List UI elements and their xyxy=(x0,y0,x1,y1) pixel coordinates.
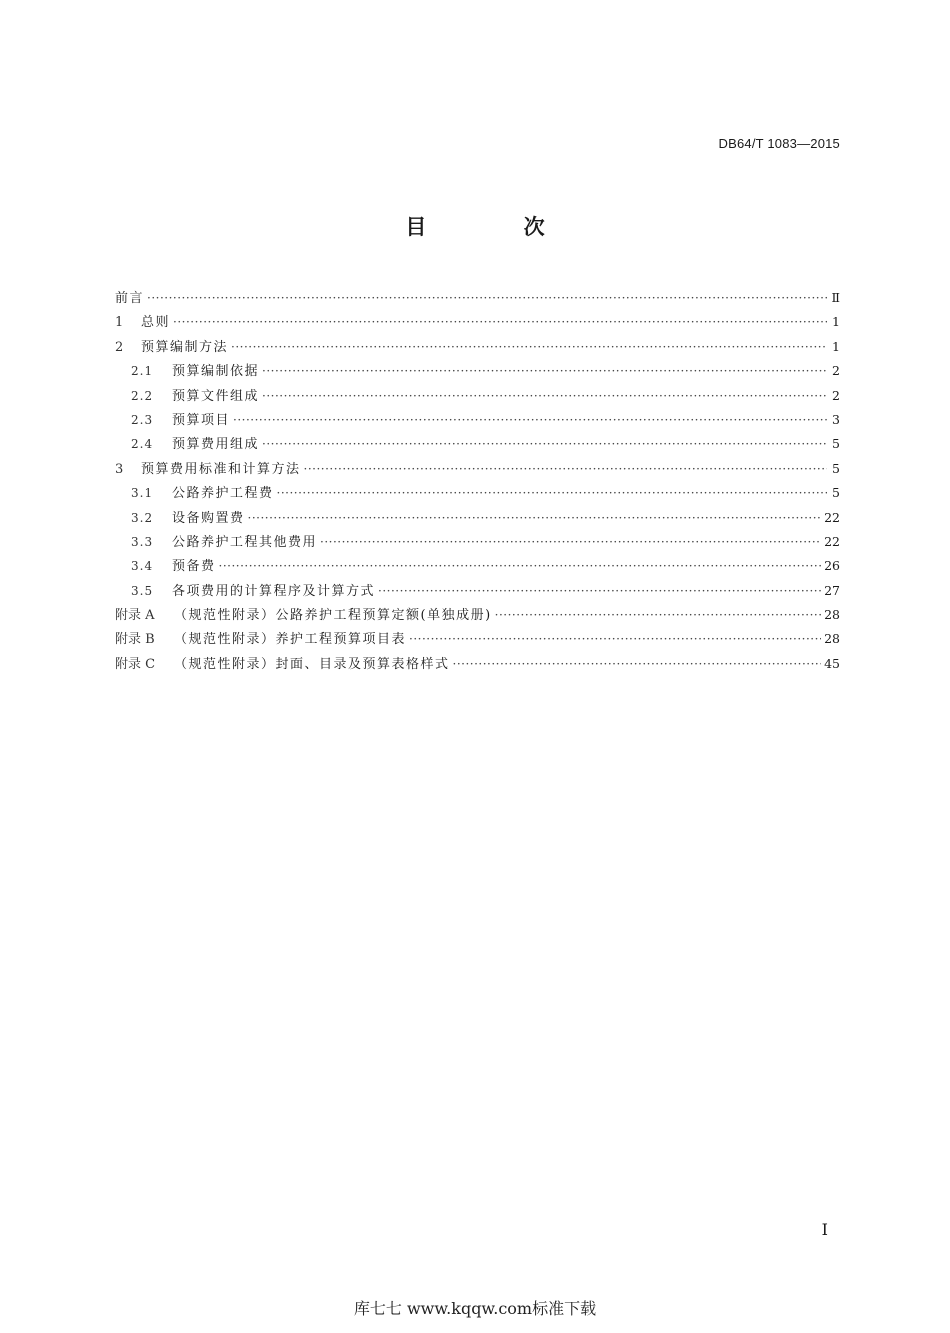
toc-entry-label: 各项费用的计算程序及计算方式 xyxy=(172,583,376,599)
toc-entry[interactable] xyxy=(115,507,840,531)
toc-entry-label: （规范性附录）公路养护工程预算定额(单独成册) xyxy=(174,608,492,624)
toc-dot-leader xyxy=(304,462,827,476)
toc-entry-number: 1 xyxy=(115,315,124,331)
toc-dot-leader xyxy=(147,291,827,305)
page-title: 目 次 xyxy=(405,215,590,239)
toc-dot-leader xyxy=(320,535,821,549)
toc-entry[interactable] xyxy=(115,385,840,409)
toc-dot-leader xyxy=(231,340,827,354)
toc-entry[interactable] xyxy=(115,555,840,579)
toc-entry[interactable] xyxy=(115,360,840,384)
toc-entry[interactable] xyxy=(115,458,840,482)
toc-dot-leader xyxy=(378,584,821,598)
toc-entry-number: 附录 A xyxy=(115,608,155,624)
toc-entry-page: 5 xyxy=(832,436,840,452)
toc-dot-leader xyxy=(262,389,827,403)
toc-entry[interactable] xyxy=(115,336,840,360)
toc-entry-page: 5 xyxy=(832,485,840,501)
toc-entry-number: 2.2 xyxy=(131,388,154,403)
toc-entry-number: 3.5 xyxy=(131,583,154,598)
toc-entry[interactable] xyxy=(115,433,840,457)
toc-entry-number: 3.3 xyxy=(131,534,154,549)
toc-entry-number: 2.1 xyxy=(131,364,154,379)
toc-entry-page: 26 xyxy=(824,558,840,574)
toc-entry-label: 预算编制依据 xyxy=(172,364,260,380)
toc-entry-page: 27 xyxy=(824,582,840,598)
toc-entry-page: 1 xyxy=(832,338,840,354)
toc-entry-number: 2.4 xyxy=(131,437,154,452)
toc-entry[interactable] xyxy=(115,531,840,555)
toc-entry-label: 预算费用标准和计算方法 xyxy=(141,461,301,477)
toc-entry-number: 3 xyxy=(115,461,124,477)
toc-entry-page: 28 xyxy=(824,607,840,623)
toc-entry-page: 22 xyxy=(824,509,840,525)
toc-entry-number: 2 xyxy=(115,339,124,355)
toc-dot-leader xyxy=(233,413,827,427)
toc-entry-label: （规范性附录）封面、目录及预算表格样式 xyxy=(174,656,450,672)
toc-entry-page: 45 xyxy=(824,655,840,671)
toc-entry-page: 2 xyxy=(832,387,840,403)
toc-entry[interactable] xyxy=(115,604,840,628)
toc-entry-label: 预算文件组成 xyxy=(172,388,260,404)
toc-entry[interactable] xyxy=(115,287,840,311)
toc-entry-page: 5 xyxy=(832,460,840,476)
toc-dot-leader xyxy=(262,364,827,378)
toc-entry-number: 3.2 xyxy=(131,510,154,525)
toc-dot-leader xyxy=(262,437,827,451)
toc-entry-number: 3.1 xyxy=(131,486,154,501)
toc-entry-number: 附录 C xyxy=(115,656,156,672)
toc-dot-leader xyxy=(495,608,821,622)
toc-entry-number: 3.4 xyxy=(131,559,154,574)
footer-watermark: 库七七 www.kqqw.com标准下载 xyxy=(353,1299,597,1318)
toc-dot-leader xyxy=(173,315,827,329)
toc-entry-label: 预算编制方法 xyxy=(141,339,229,355)
page-number: Ⅰ xyxy=(821,1220,828,1239)
toc-entry-label: 公路养护工程费 xyxy=(172,486,274,502)
toc-entry-page: Ⅱ xyxy=(831,290,840,305)
toc-dot-leader xyxy=(219,559,822,573)
toc-entry-label: 前言 xyxy=(115,291,145,306)
toc-entry-page: 2 xyxy=(832,363,840,379)
toc-dot-leader xyxy=(453,657,822,671)
toc-entry-label: 设备购置费 xyxy=(172,510,245,526)
toc-entry-label: 预算费用组成 xyxy=(172,437,260,453)
toc-dot-leader xyxy=(277,486,827,500)
toc-entry-label: 总则 xyxy=(141,315,171,331)
toc-entry[interactable] xyxy=(115,653,840,677)
toc-entry-label: （规范性附录）养护工程预算项目表 xyxy=(174,632,407,648)
toc-entry-label: 预算项目 xyxy=(172,412,231,428)
toc-entry[interactable] xyxy=(115,580,840,604)
toc-entry[interactable] xyxy=(115,409,840,433)
toc-entry[interactable] xyxy=(115,311,840,335)
table-of-contents xyxy=(115,287,840,677)
toc-dot-leader xyxy=(409,632,821,646)
toc-entry-number: 2.3 xyxy=(131,412,154,427)
toc-dot-leader xyxy=(248,511,822,525)
toc-entry-page: 22 xyxy=(824,533,840,549)
document-code: DB64/T 1083—2015 xyxy=(718,136,840,151)
toc-entry-page: 1 xyxy=(832,314,840,330)
toc-entry[interactable] xyxy=(115,482,840,506)
toc-entry[interactable] xyxy=(115,628,840,652)
toc-entry-label: 预备费 xyxy=(172,559,216,575)
toc-entry-number: 附录 B xyxy=(115,632,155,648)
toc-entry-label: 公路养护工程其他费用 xyxy=(172,534,318,550)
toc-entry-page: 28 xyxy=(824,631,840,647)
toc-entry-page: 3 xyxy=(832,411,840,427)
